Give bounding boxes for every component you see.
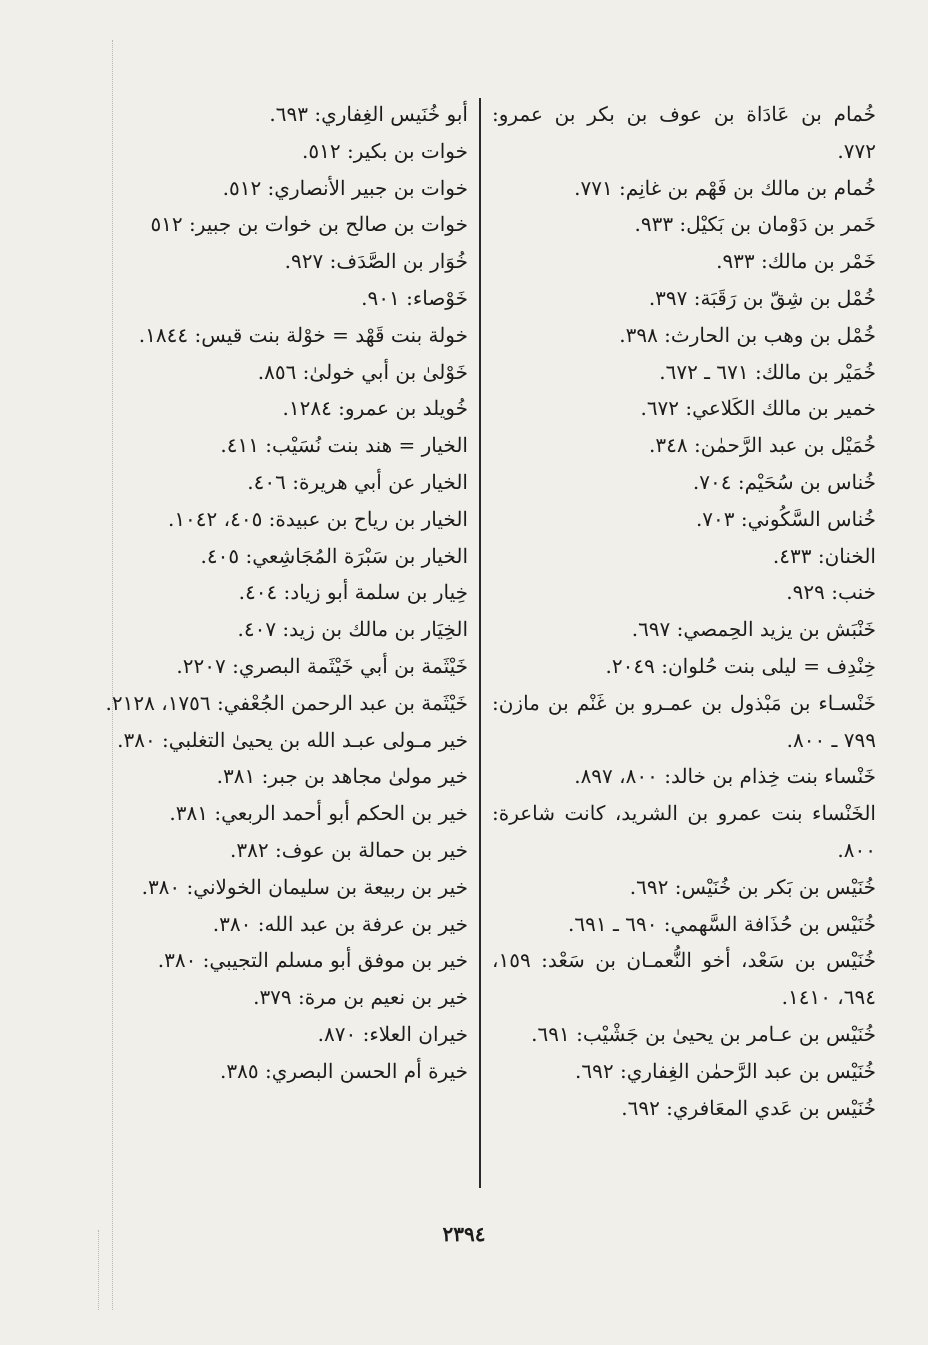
index-entry: الخيار بن سَبْرَة المُجَاشِعي: ٤٠٥. <box>200 543 468 568</box>
index-entry: الخَنْساء بنت عمرو بن الشريد، كانت شاعرة: ٨٠٠. <box>492 801 876 862</box>
index-entry: خوات بن جبير الأنصاري: ٥١٢. <box>222 175 468 200</box>
index-entry: خير مـولى عبـد الله بن يحيىٰ التغلبي: ٣٨٠. <box>117 727 468 752</box>
index-entry: أبو خُنَيس الغِفاري: ٦٩٣. <box>269 102 468 126</box>
index-entry: خَوْصاء: ٩٠١. <box>361 285 468 310</box>
index-entry: خنب: ٩٢٩. <box>786 580 876 605</box>
index-entry: خُنَيْس بن بَكر بن خُنَيْس: ٦٩٢. <box>629 874 876 899</box>
index-entry: خيرة أم الحسن البصري: ٣٨٥. <box>220 1058 468 1083</box>
index-entry: خير بن موفق أبو مسلم التجيبي: ٣٨٠. <box>157 948 468 973</box>
index-entry: خُنَيْس بن حُذَافة السَّهمي: ٦٩٠ ـ ٦٩١. <box>568 911 876 936</box>
index-entry: الخيار = هند بنت نُسَيْب: ٤١١. <box>220 433 468 458</box>
index-entry: الخنان: ٤٣٣. <box>772 543 876 568</box>
index-entry: خمير بن مالك الكَلاعي: ٦٧٢. <box>640 396 876 421</box>
index-entry: خُنَيْس بن عَدي المعَافري: ٦٩٢. <box>621 1095 876 1120</box>
index-entry: خير بن الحكم أبو أحمد الربعي: ٣٨١. <box>169 801 468 826</box>
index-entry: خَنْسـاء بن مَبْذول بن عمـرو بن غَنْم بن مازن: ٧٩٩ ـ ٨٠٠. <box>492 690 876 752</box>
index-entry: خير بن حمالة بن عوف: ٣٨٢. <box>230 837 468 862</box>
index-entry: خير بن عرفة بن عبد الله: ٣٨٠. <box>212 911 468 936</box>
index-entry: خُمام بن مالك بن فَهْم بن غانِم: ٧٧١. <box>574 175 876 200</box>
index-entry: خُمام بن عَادَاة بن عوف بن بكر بن عمرو: ٧٧٢. <box>492 102 876 163</box>
index-entry: خُنَيْس بن عبد الرَّحمٰن الغِفاري: ٦٩٢. <box>575 1058 876 1083</box>
index-entry: خُنَيْس بن سَعْد، أخو النُّعمـان بن سَعْد: ١٥٩، ٦٩٤، ١٤١٠. <box>492 948 876 1010</box>
index-entry: خير بن ربيعة بن سليمان الخولاني: ٣٨٠. <box>141 874 468 899</box>
index-entry: خَنْساء بنت خِذام بن خالد: ٨٠٠، ٨٩٧. <box>574 764 876 789</box>
index-entry: خُناس بن سُحَيْم: ٧٠٤. <box>692 469 876 494</box>
index-entry: خُمْل بن وهب بن الحارث: ٣٩٨. <box>619 322 876 347</box>
index-entry: خُناس السَّكُوني: ٧٠٣. <box>695 506 876 531</box>
index-entry: خَيْثَمة بن عبد الرحمن الجُعْفي: ١٧٥٦، ٢١٢٨. <box>105 690 468 715</box>
index-entry: خوات بن بكير: ٥١٢. <box>302 138 468 163</box>
column-divider <box>479 98 481 1188</box>
left-index-column <box>100 96 468 1090</box>
index-entry: خير مولىٰ مجاهد بن جبر: ٣٨١. <box>216 764 468 789</box>
right-index-column <box>492 96 876 1126</box>
index-entry: خَيْثَمة بن أبي خَيْثَمة البصري: ٢٢٠٧. <box>176 653 468 678</box>
index-entry: خير بن نعيم بن مرة: ٣٧٩. <box>253 985 468 1010</box>
index-entry: خَمْر بن مالك: ٩٣٣. <box>716 249 876 274</box>
index-entry: الخيار بن رياح بن عبيدة: ٤٠٥، ١٠٤٢. <box>167 506 468 531</box>
index-entry: خُنَيْس بن عـامر بن يحيىٰ بن جَشْيْب: ٦٩١. <box>531 1021 876 1046</box>
index-entry: خيران العلاء: ٨٧٠. <box>317 1021 468 1046</box>
index-entry: خَنْبَش بن يزيد الحِمصي: ٦٩٧. <box>631 617 876 642</box>
index-entry: خوات بن صالح بن خوات بن جبير: ٥١٢ <box>150 212 468 237</box>
index-entry: خَوْلىٰ بن أبي خولىٰ: ٨٥٦. <box>257 359 468 384</box>
index-entry: خِيار بن سلمة أبو زياد: ٤٠٤. <box>238 580 468 605</box>
index-entry: خُمَيْل بن عبد الرَّحمٰن: ٣٤٨. <box>649 433 876 458</box>
index-entry: خُويلد بن عمرو: ١٢٨٤. <box>282 396 468 421</box>
index-entry: خُمَيْر بن مالك: ٦٧١ ـ ٦٧٢. <box>659 359 876 384</box>
index-entry: خولة بنت قَهْد = خوْلة بنت قيس: ١٨٤٤. <box>138 322 468 347</box>
index-entry: خِنْدِف = ليلى بنت حُلوان: ٢٠٤٩. <box>605 653 876 678</box>
index-entry: خُوَار بن الصَّدَف: ٩٢٧. <box>284 249 468 274</box>
index-entry: خَمر بن دَوْمان بن بَكيْل: ٩٣٣. <box>634 212 876 237</box>
index-entry: خُمْل بن شِقّ بن رَقَبَة: ٣٩٧. <box>648 285 876 310</box>
index-entry: الخِيَار بن مالك بن زيد: ٤٠٧. <box>237 617 468 642</box>
page-number: ٢٣٩٤ <box>442 1222 486 1246</box>
index-entry: الخيار عن أبي هريرة: ٤٠٦. <box>247 469 468 494</box>
